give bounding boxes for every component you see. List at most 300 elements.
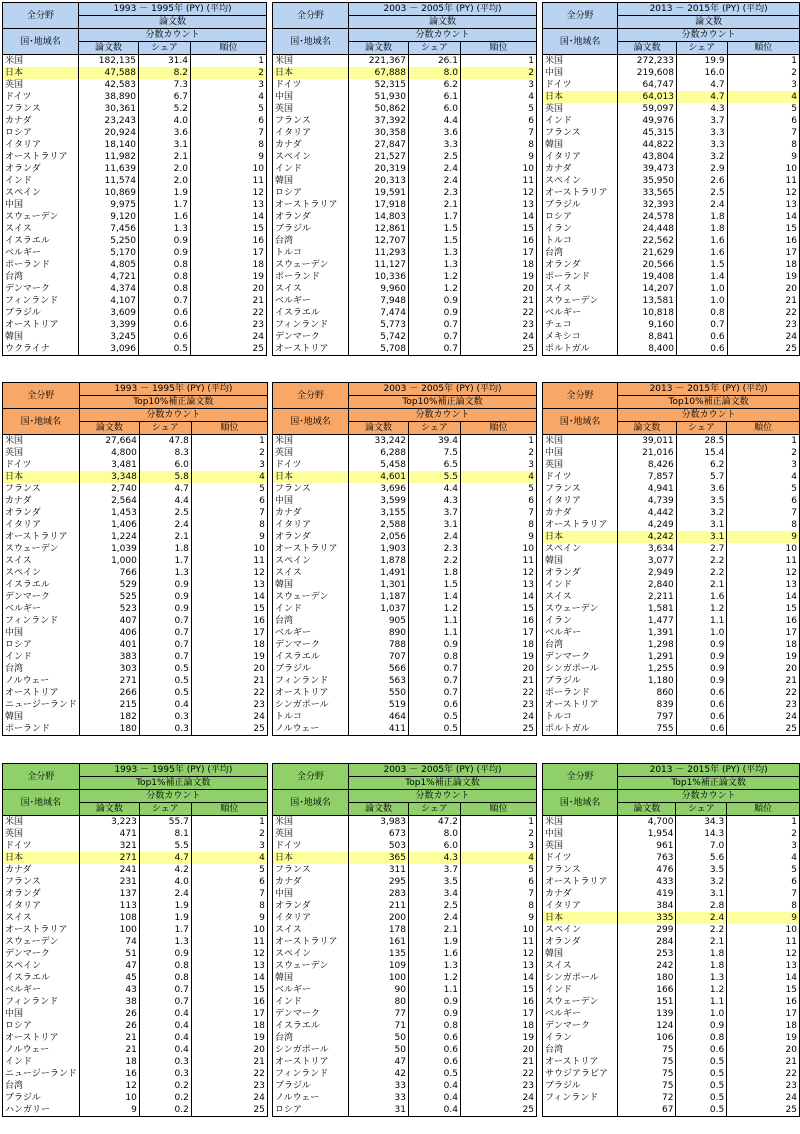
rank-value: 25 bbox=[461, 343, 537, 356]
share-value: 1.0 bbox=[676, 283, 727, 295]
paper-count: 221,367 bbox=[349, 55, 409, 68]
table-row bbox=[3, 471, 268, 483]
paper-count: 161 bbox=[349, 936, 409, 948]
rank-value: 17 bbox=[727, 247, 799, 259]
rank-value: 6 bbox=[461, 115, 537, 127]
country-name: 米国 bbox=[543, 55, 618, 68]
table-row bbox=[273, 711, 537, 723]
table-row bbox=[3, 283, 267, 295]
table-row bbox=[273, 864, 537, 876]
country-name: スウェーデン bbox=[273, 591, 349, 603]
col-rank-header: 順位 bbox=[727, 42, 799, 55]
rank-value: 6 bbox=[727, 876, 800, 888]
country-name: スウェーデン bbox=[543, 996, 618, 1008]
share-value: 8.2 bbox=[139, 67, 191, 79]
paper-count: 12 bbox=[79, 1080, 139, 1092]
country-name: フランス bbox=[3, 876, 80, 888]
rank-value: 15 bbox=[461, 984, 537, 996]
paper-count: 39,011 bbox=[618, 435, 676, 448]
country-name: トルコ bbox=[273, 711, 349, 723]
paper-count: 3,245 bbox=[79, 331, 139, 343]
table-row bbox=[273, 984, 537, 996]
table-row bbox=[3, 1092, 268, 1104]
share-value: 3.7 bbox=[676, 115, 727, 127]
rank-value: 24 bbox=[727, 711, 800, 723]
rank-value: 21 bbox=[191, 295, 267, 307]
share-value: 3.1 bbox=[409, 519, 461, 531]
table-row bbox=[543, 1080, 800, 1092]
table-row bbox=[3, 840, 268, 852]
country-name: 韓国 bbox=[273, 579, 349, 591]
rank-value: 15 bbox=[727, 984, 800, 996]
rank-value: 15 bbox=[191, 984, 267, 996]
share-value: 1.9 bbox=[139, 912, 191, 924]
table-row bbox=[543, 175, 800, 187]
share-value: 0.5 bbox=[409, 1068, 461, 1080]
rank-value: 11 bbox=[461, 936, 537, 948]
all-fields-label: 全分野 bbox=[543, 383, 618, 409]
share-value: 6.5 bbox=[409, 459, 461, 471]
share-value: 1.7 bbox=[139, 924, 191, 936]
rank-value: 13 bbox=[727, 199, 799, 211]
ranking-table bbox=[542, 382, 800, 736]
share-value: 3.5 bbox=[676, 495, 727, 507]
country-name: ベルギー bbox=[3, 247, 79, 259]
table-row bbox=[3, 852, 268, 864]
table-row bbox=[543, 888, 800, 900]
paper-count: 1,037 bbox=[349, 603, 409, 615]
table-row bbox=[543, 271, 800, 283]
rank-value: 11 bbox=[191, 936, 267, 948]
country-name: フランス bbox=[273, 115, 349, 127]
share-value: 1.1 bbox=[409, 984, 461, 996]
table-row bbox=[543, 259, 800, 271]
share-value: 0.7 bbox=[139, 615, 191, 627]
table-row bbox=[3, 1020, 268, 1032]
paper-count: 3,696 bbox=[349, 483, 409, 495]
rank-value: 25 bbox=[191, 343, 267, 356]
country-name: ロシア bbox=[273, 1104, 349, 1117]
col-count-header: 論文数 bbox=[349, 42, 409, 55]
paper-count: 563 bbox=[349, 675, 409, 687]
paper-count: 215 bbox=[79, 699, 139, 711]
table-row bbox=[273, 1092, 537, 1104]
country-name: スペイン bbox=[3, 960, 80, 972]
all-fields-label: 全分野 bbox=[3, 3, 79, 29]
rank-value: 22 bbox=[191, 1068, 267, 1080]
share-value: 1.6 bbox=[139, 211, 191, 223]
share-value: 5.5 bbox=[409, 471, 461, 483]
table-row bbox=[273, 639, 537, 651]
table-row bbox=[3, 103, 267, 115]
rank-value: 7 bbox=[191, 127, 267, 139]
country-name: オーストリア bbox=[273, 1056, 349, 1068]
country-name: フランス bbox=[543, 864, 618, 876]
rank-value: 5 bbox=[191, 103, 267, 115]
table-row bbox=[3, 319, 267, 331]
rank-value: 12 bbox=[191, 948, 267, 960]
rank-value: 11 bbox=[191, 555, 267, 567]
paper-count: 523 bbox=[79, 603, 139, 615]
table-row bbox=[3, 139, 267, 151]
share-value: 0.7 bbox=[409, 319, 461, 331]
country-region-label: 国･地域名 bbox=[3, 29, 79, 55]
share-value: 0.7 bbox=[409, 331, 461, 343]
share-value: 2.7 bbox=[676, 543, 727, 555]
country-name: スペイン bbox=[273, 948, 349, 960]
paper-count: 43 bbox=[79, 984, 139, 996]
paper-count: 20,566 bbox=[618, 259, 677, 271]
all-fields-label: 全分野 bbox=[3, 383, 80, 409]
table-row bbox=[543, 699, 800, 711]
country-name: スペイン bbox=[3, 187, 79, 199]
share-value: 1.7 bbox=[409, 211, 461, 223]
country-name: オランダ bbox=[273, 531, 349, 543]
paper-count: 38,890 bbox=[79, 91, 139, 103]
country-name: ベルギー bbox=[273, 295, 349, 307]
paper-count: 77 bbox=[349, 1008, 409, 1020]
share-value: 1.6 bbox=[676, 247, 727, 259]
paper-count: 166 bbox=[618, 984, 676, 996]
rank-value: 18 bbox=[461, 259, 537, 271]
rank-value: 4 bbox=[461, 852, 537, 864]
country-name: カナダ bbox=[3, 495, 80, 507]
table-row bbox=[3, 876, 268, 888]
rank-value: 23 bbox=[191, 1080, 267, 1092]
paper-count: 50 bbox=[349, 1044, 409, 1056]
table-row bbox=[543, 519, 800, 531]
paper-count: 75 bbox=[618, 1080, 676, 1092]
share-value: 0.9 bbox=[676, 1020, 727, 1032]
paper-count: 9,960 bbox=[349, 283, 409, 295]
rank-value: 13 bbox=[191, 199, 267, 211]
country-name: デンマーク bbox=[543, 1020, 618, 1032]
country-region-label: 国･地域名 bbox=[3, 409, 80, 435]
table-row bbox=[543, 471, 800, 483]
country-name: ブラジル bbox=[543, 675, 618, 687]
paper-count: 311 bbox=[349, 864, 409, 876]
share-value: 0.4 bbox=[139, 1032, 191, 1044]
rank-value: 5 bbox=[727, 483, 800, 495]
share-value: 0.5 bbox=[409, 723, 461, 736]
rank-value: 14 bbox=[727, 591, 800, 603]
rank-value: 19 bbox=[191, 1032, 267, 1044]
country-name: カナダ bbox=[543, 507, 618, 519]
paper-count: 4,601 bbox=[349, 471, 409, 483]
table-row bbox=[273, 1044, 537, 1056]
country-name: オーストラリア bbox=[273, 543, 349, 555]
paper-count: 21,527 bbox=[349, 151, 409, 163]
rank-value: 4 bbox=[191, 852, 267, 864]
country-name: イタリア bbox=[3, 900, 80, 912]
rank-value: 18 bbox=[727, 639, 800, 651]
table-row bbox=[543, 651, 800, 663]
paper-count: 2,588 bbox=[349, 519, 409, 531]
table-row bbox=[3, 175, 267, 187]
share-value: 1.1 bbox=[409, 615, 461, 627]
paper-count: 1,903 bbox=[349, 543, 409, 555]
rank-value: 14 bbox=[461, 211, 537, 223]
paper-count: 38 bbox=[79, 996, 139, 1008]
table-row bbox=[543, 1008, 800, 1020]
country-name: スイス bbox=[3, 555, 80, 567]
country-name: デンマーク bbox=[3, 948, 80, 960]
table-row bbox=[543, 211, 800, 223]
share-value: 1.8 bbox=[676, 948, 727, 960]
metric-header: Top10%補正論文数 bbox=[79, 396, 267, 409]
table-row bbox=[543, 247, 800, 259]
rank-value: 20 bbox=[191, 663, 267, 675]
country-name: 台湾 bbox=[3, 1080, 80, 1092]
rank-value: 20 bbox=[727, 283, 799, 295]
share-value: 1.8 bbox=[409, 567, 461, 579]
share-value: 0.9 bbox=[676, 639, 727, 651]
country-name: オーストラリア bbox=[3, 531, 80, 543]
table-row bbox=[543, 924, 800, 936]
rank-value: 10 bbox=[191, 163, 267, 175]
country-region-label: 国･地域名 bbox=[273, 29, 349, 55]
paper-count: 4,805 bbox=[79, 259, 139, 271]
period-header: 2013 － 2015年 (PY) (平均) bbox=[618, 3, 800, 16]
table-row bbox=[273, 663, 537, 675]
country-name: ドイツ bbox=[3, 91, 79, 103]
country-name: ポーランド bbox=[273, 271, 349, 283]
table-row bbox=[543, 984, 800, 996]
col-share-header: シェア bbox=[676, 803, 727, 816]
share-value: 0.7 bbox=[139, 627, 191, 639]
share-value: 1.1 bbox=[409, 627, 461, 639]
table-row bbox=[273, 675, 537, 687]
paper-count: 135 bbox=[349, 948, 409, 960]
paper-count: 14,207 bbox=[618, 283, 677, 295]
country-name: イタリア bbox=[273, 912, 349, 924]
table-row bbox=[3, 187, 267, 199]
share-value: 0.4 bbox=[139, 1008, 191, 1020]
rank-value: 4 bbox=[461, 91, 537, 103]
share-value: 0.4 bbox=[409, 1080, 461, 1092]
paper-count: 2,056 bbox=[349, 531, 409, 543]
all-fields-label: 全分野 bbox=[543, 3, 618, 29]
country-name: オーストリア bbox=[3, 687, 80, 699]
paper-count: 24,578 bbox=[618, 211, 677, 223]
share-value: 0.5 bbox=[139, 675, 191, 687]
ranking-table bbox=[2, 382, 268, 736]
period-header: 2003 － 2005年 (PY) (平均) bbox=[349, 383, 537, 396]
share-value: 2.1 bbox=[139, 531, 191, 543]
table-row bbox=[273, 912, 537, 924]
counting-method-header: 分数カウント bbox=[618, 29, 800, 42]
table-row bbox=[273, 924, 537, 936]
share-value: 47.2 bbox=[409, 816, 461, 829]
rank-value: 14 bbox=[191, 591, 267, 603]
table-row bbox=[3, 543, 268, 555]
paper-count: 45 bbox=[79, 972, 139, 984]
country-name: イスラエル bbox=[273, 307, 349, 319]
share-value: 0.8 bbox=[409, 651, 461, 663]
paper-count: 72 bbox=[618, 1092, 676, 1104]
share-value: 3.5 bbox=[676, 864, 727, 876]
rank-value: 25 bbox=[727, 723, 800, 736]
country-name: スペイン bbox=[273, 151, 349, 163]
paper-count: 8,841 bbox=[618, 331, 677, 343]
share-value: 1.2 bbox=[409, 283, 461, 295]
share-value: 0.9 bbox=[676, 663, 727, 675]
share-value: 3.6 bbox=[409, 127, 461, 139]
share-value: 1.9 bbox=[139, 900, 191, 912]
table-row bbox=[273, 1056, 537, 1068]
rank-value: 20 bbox=[461, 663, 537, 675]
country-name: 台湾 bbox=[3, 271, 79, 283]
country-name: スイス bbox=[273, 924, 349, 936]
country-name: ノルウェー bbox=[273, 1092, 349, 1104]
share-value: 0.8 bbox=[139, 972, 191, 984]
table-row bbox=[273, 972, 537, 984]
table-row bbox=[273, 1020, 537, 1032]
country-name: フランス bbox=[3, 103, 79, 115]
table-row bbox=[3, 483, 268, 495]
col-share-header: シェア bbox=[409, 422, 461, 435]
country-name: スイス bbox=[3, 912, 80, 924]
share-value: 2.4 bbox=[409, 912, 461, 924]
paper-count: 52,315 bbox=[349, 79, 409, 91]
country-name: 英国 bbox=[3, 828, 80, 840]
rank-value: 1 bbox=[461, 55, 537, 68]
share-value: 4.3 bbox=[409, 495, 461, 507]
paper-count: 1,954 bbox=[618, 828, 676, 840]
paper-count: 1,298 bbox=[618, 639, 676, 651]
share-value: 4.7 bbox=[139, 852, 191, 864]
country-name: スイス bbox=[3, 223, 79, 235]
table-row bbox=[543, 331, 800, 343]
share-value: 0.9 bbox=[409, 307, 461, 319]
rank-value: 16 bbox=[727, 615, 800, 627]
country-name: イスラエル bbox=[3, 579, 80, 591]
paper-count: 242 bbox=[618, 960, 676, 972]
country-name: チェコ bbox=[543, 319, 618, 331]
country-name: デンマーク bbox=[273, 639, 349, 651]
country-name: ポルトガル bbox=[543, 343, 618, 356]
rank-value: 8 bbox=[727, 139, 799, 151]
paper-count: 10,869 bbox=[79, 187, 139, 199]
paper-count: 797 bbox=[618, 711, 676, 723]
counting-method-header: 分数カウント bbox=[618, 790, 800, 803]
country-name: 米国 bbox=[273, 55, 349, 68]
table-row bbox=[3, 615, 268, 627]
share-value: 2.1 bbox=[676, 936, 727, 948]
rank-value: 17 bbox=[461, 247, 537, 259]
country-name: ポーランド bbox=[3, 259, 79, 271]
country-name: スウェーデン bbox=[3, 936, 80, 948]
paper-count: 14,803 bbox=[349, 211, 409, 223]
paper-count: 2,564 bbox=[79, 495, 139, 507]
paper-count: 5,773 bbox=[349, 319, 409, 331]
paper-count: 45,315 bbox=[618, 127, 677, 139]
paper-count: 5,458 bbox=[349, 459, 409, 471]
country-name: ブラジル bbox=[273, 663, 349, 675]
country-name: 日本 bbox=[543, 912, 618, 924]
rank-value: 21 bbox=[727, 295, 799, 307]
table-row bbox=[273, 603, 537, 615]
rank-value: 11 bbox=[461, 555, 537, 567]
paper-count: 11,982 bbox=[79, 151, 139, 163]
share-value: 1.3 bbox=[676, 972, 727, 984]
rank-value: 25 bbox=[727, 343, 799, 356]
rank-value: 24 bbox=[727, 1092, 800, 1104]
table-row bbox=[273, 519, 537, 531]
table-row bbox=[3, 888, 268, 900]
metric-header: Top10%補正論文数 bbox=[618, 396, 800, 409]
table-row bbox=[543, 543, 800, 555]
share-value: 1.3 bbox=[409, 960, 461, 972]
share-value: 2.1 bbox=[409, 199, 461, 211]
rank-value: 3 bbox=[727, 459, 800, 471]
paper-count: 464 bbox=[349, 711, 409, 723]
country-name: ブラジル bbox=[273, 223, 349, 235]
table-row bbox=[543, 876, 800, 888]
rank-value: 3 bbox=[461, 459, 537, 471]
country-name: ノルウェー bbox=[273, 723, 349, 736]
rank-value: 24 bbox=[191, 711, 267, 723]
country-name: オーストラリア bbox=[3, 924, 80, 936]
country-name: ベルギー bbox=[543, 1008, 618, 1020]
country-name: ポーランド bbox=[3, 723, 80, 736]
table-row bbox=[543, 151, 800, 163]
rank-value: 9 bbox=[727, 151, 799, 163]
country-name: スウェーデン bbox=[543, 295, 618, 307]
table-row bbox=[3, 459, 268, 471]
rank-value: 23 bbox=[727, 1080, 800, 1092]
share-value: 8.1 bbox=[139, 828, 191, 840]
country-name: ドイツ bbox=[543, 471, 618, 483]
paper-count: 7,948 bbox=[349, 295, 409, 307]
table-row bbox=[3, 91, 267, 103]
paper-count: 3,609 bbox=[79, 307, 139, 319]
country-name: 英国 bbox=[273, 447, 349, 459]
rank-value: 21 bbox=[461, 675, 537, 687]
rank-value: 12 bbox=[191, 187, 267, 199]
country-name: オーストリア bbox=[273, 687, 349, 699]
table-row bbox=[3, 247, 267, 259]
table-row bbox=[273, 343, 537, 356]
country-name: フィンランド bbox=[273, 1068, 349, 1080]
country-name: ノルウェー bbox=[3, 675, 80, 687]
period-header: 2003 － 2005年 (PY) (平均) bbox=[349, 3, 537, 16]
rank-value: 24 bbox=[461, 711, 537, 723]
table-row bbox=[3, 1044, 268, 1056]
country-name: イスラエル bbox=[3, 972, 80, 984]
share-value: 1.3 bbox=[139, 936, 191, 948]
paper-count: 272,233 bbox=[618, 55, 677, 68]
paper-count: 31 bbox=[349, 1104, 409, 1117]
table-row bbox=[543, 127, 800, 139]
rank-value: 5 bbox=[461, 103, 537, 115]
paper-count: 21,629 bbox=[618, 247, 677, 259]
table-row bbox=[273, 723, 537, 736]
rank-value: 23 bbox=[461, 319, 537, 331]
share-value: 0.6 bbox=[409, 1032, 461, 1044]
share-value: 2.3 bbox=[409, 543, 461, 555]
table-row bbox=[273, 103, 537, 115]
rank-value: 10 bbox=[461, 163, 537, 175]
country-name: ドイツ bbox=[273, 79, 349, 91]
country-name: 中国 bbox=[273, 91, 349, 103]
table-row bbox=[3, 591, 268, 603]
share-value: 0.9 bbox=[409, 639, 461, 651]
table-row bbox=[543, 816, 800, 829]
paper-count: 411 bbox=[349, 723, 409, 736]
table-row bbox=[543, 723, 800, 736]
country-name: インド bbox=[543, 984, 618, 996]
